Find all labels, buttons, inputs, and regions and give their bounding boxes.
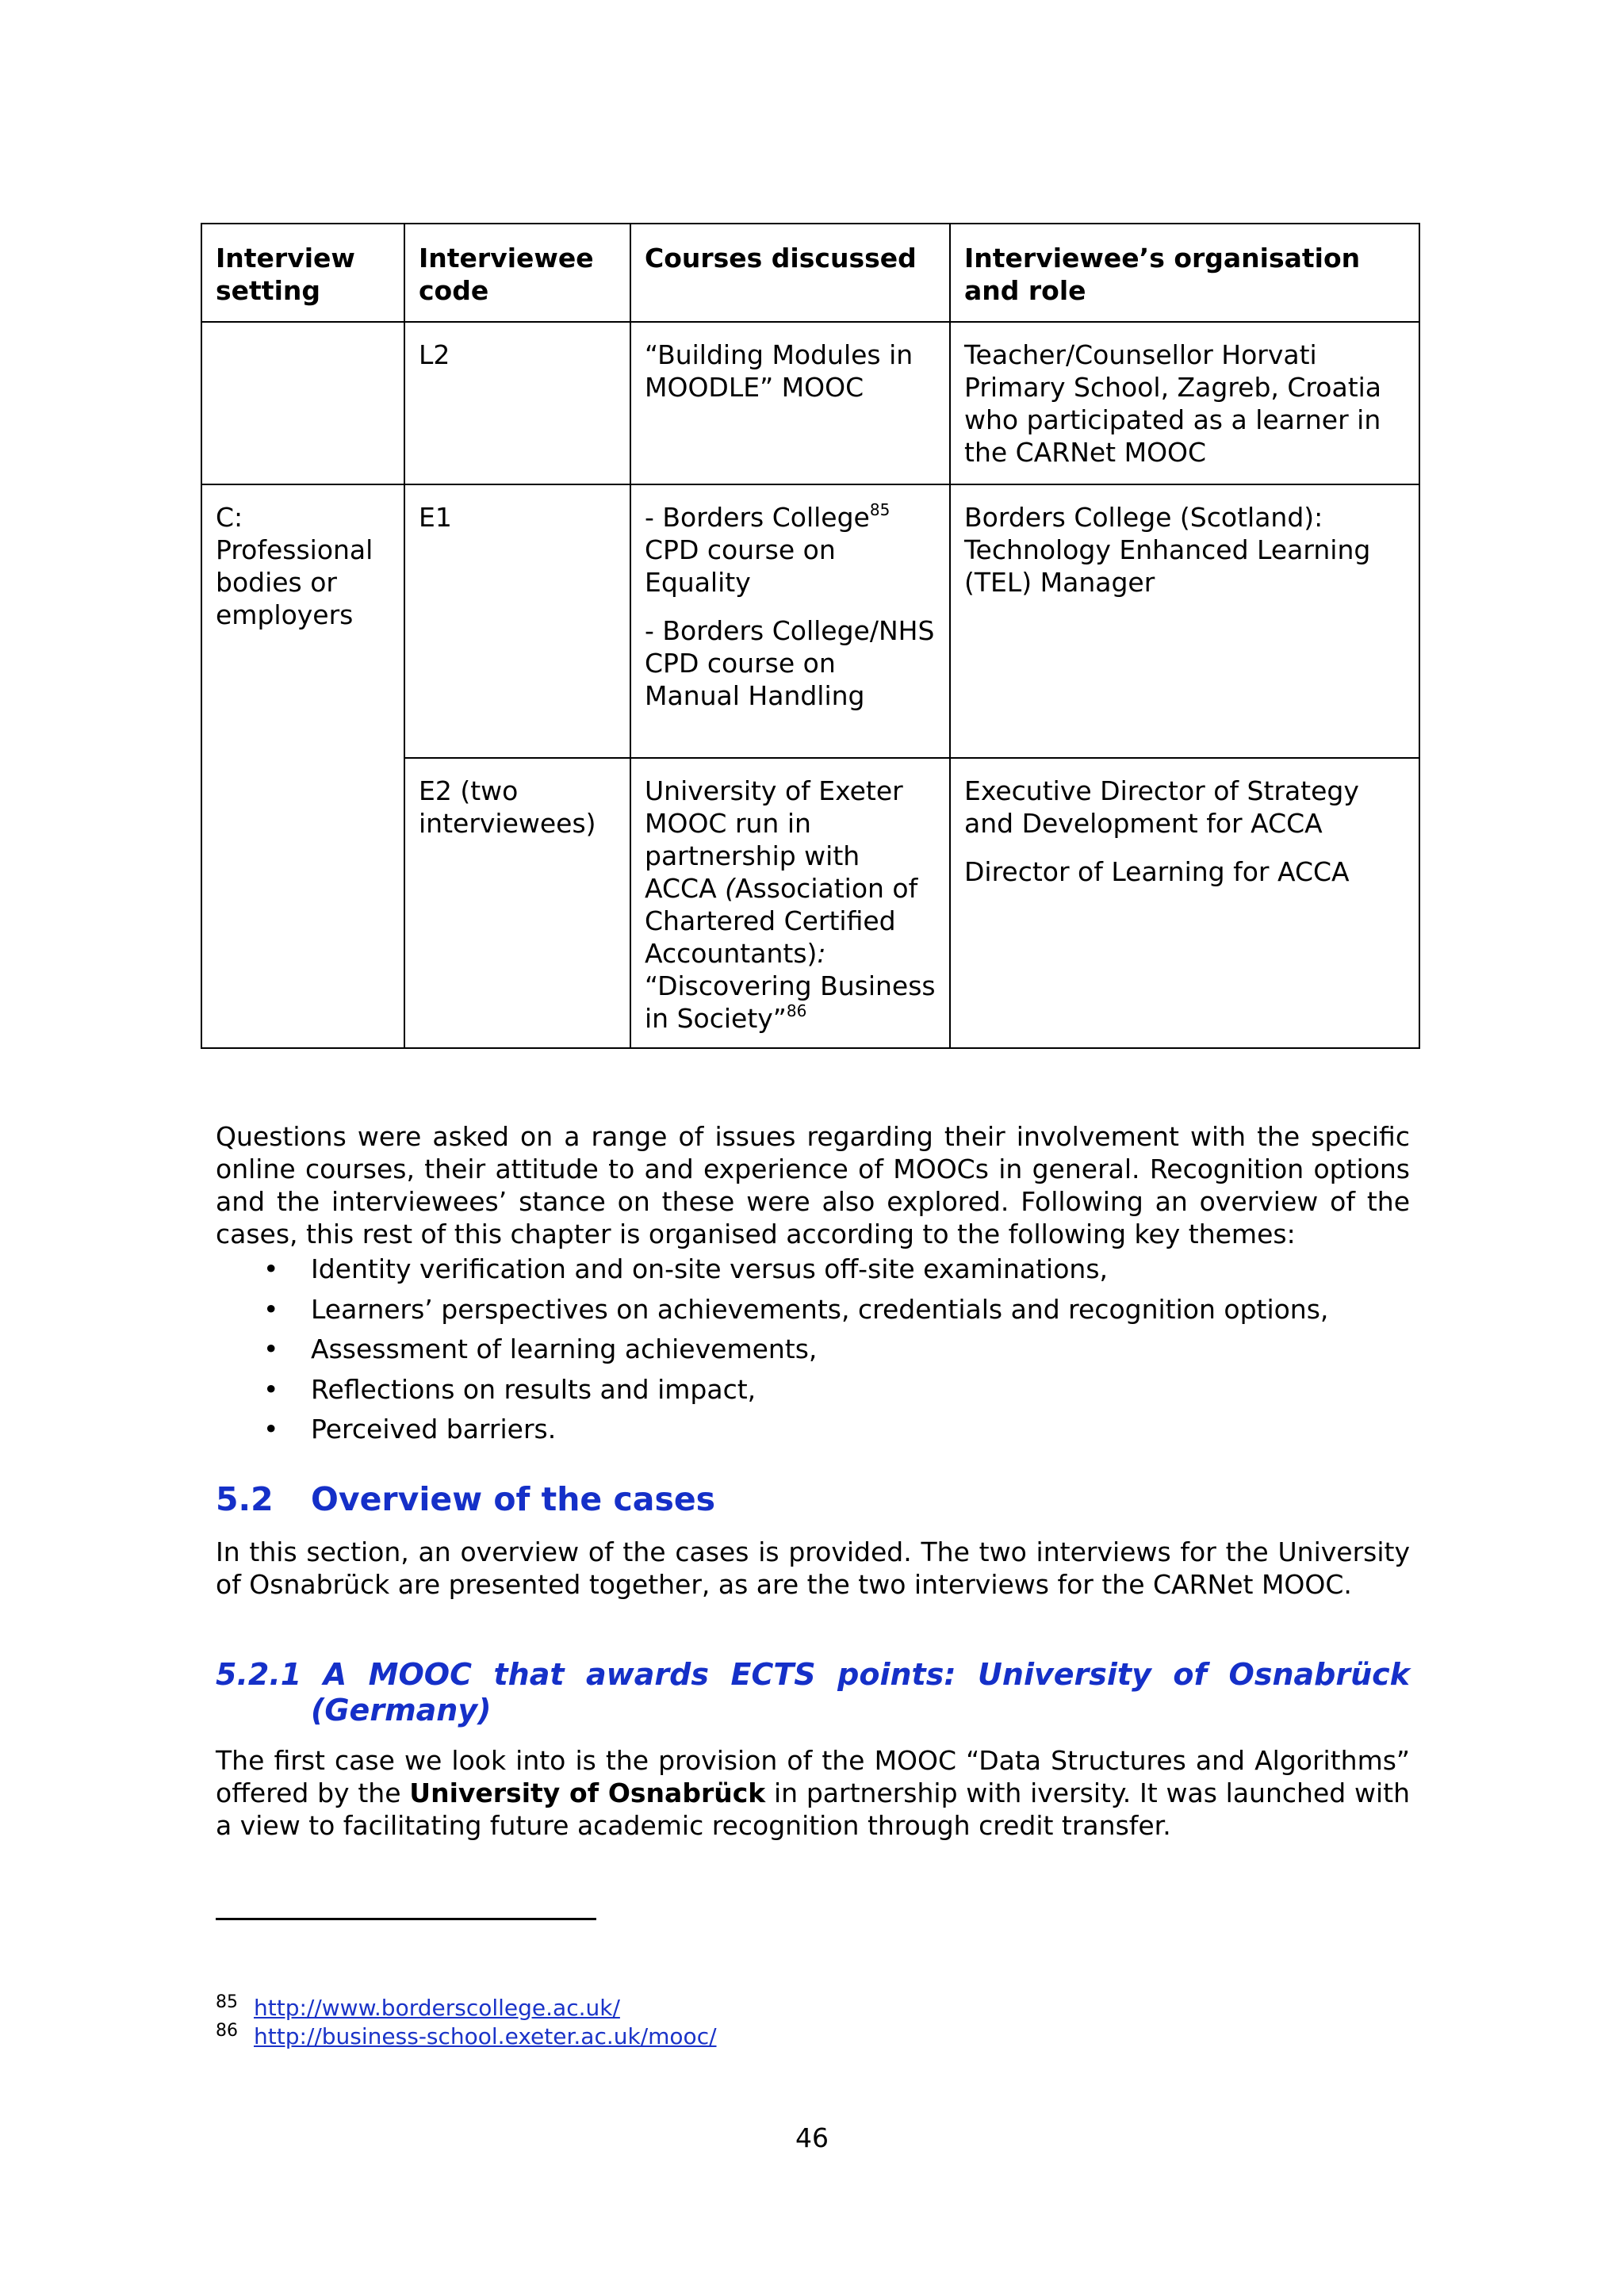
footnote: 86 http://business-school.exeter.ac.uk/mooc/: [216, 2021, 717, 2049]
list-item: [216, 1373, 1410, 1414]
list-item-text: Assessment of learning achievements,: [311, 1334, 818, 1364]
interviewee-code-cell: E1: [404, 484, 630, 758]
themes-list: [216, 1253, 1410, 1453]
table-row: [201, 484, 1419, 758]
paragraph-text: in partnership with iversity. It was launched with a view to facilitating future academic recognition through credit transfer.: [216, 1777, 1410, 1841]
header-interview-setting: Interview setting: [201, 224, 404, 322]
university-name: University of Osnabrück: [409, 1777, 766, 1808]
subsection-word: University: [978, 1657, 1151, 1692]
course-text: (: [725, 873, 736, 904]
bullet-icon: •: [263, 1253, 279, 1284]
footnote-separator: [216, 1918, 596, 1920]
footnote-link[interactable]: http://business-school.exeter.ac.uk/mooc/: [254, 2023, 717, 2049]
subsection-paragraph: [216, 1744, 1410, 1842]
course-text: :: [817, 938, 826, 969]
subsection-title-line2: (Germany): [311, 1693, 492, 1728]
subsection-word: A: [323, 1657, 347, 1692]
interviewee-code-cell: E2 (two interviewees): [404, 758, 630, 1048]
section-paragraph: In this section, an overview of the cases is provided. The two interviews for the University of Osnabrück are presented together, as are the two interviews for the CARNet MOOC.: [216, 1536, 1410, 1600]
role-item: Executive Director of Strategy and Development for ACCA: [964, 775, 1359, 839]
list-item-text: Learners’ perspectives on achievements, credentials and recognition options,: [311, 1293, 1329, 1325]
list-item-text: Identity verification and on-site versus off-site examinations,: [311, 1253, 1109, 1284]
courses-cell: [630, 758, 950, 1048]
header-interviewee-code: Interviewee code: [404, 224, 630, 322]
course-text: “Discovering Business in Society”: [645, 970, 936, 1034]
subsection-word: MOOC: [368, 1657, 472, 1692]
subsection-heading: [216, 1657, 1410, 1728]
paragraph-text: The first case we look into is the provision of the MOOC “Data Structures and Algorithms” offered by the: [216, 1745, 1410, 1808]
footnote-ref: 85: [869, 500, 891, 519]
course-text: CPD course on Equality: [645, 534, 836, 598]
role-cell: [950, 758, 1419, 1048]
courses-cell: “Building Modules in MOODLE” MOOC: [630, 322, 950, 484]
footnote: 85 http://www.borderscollege.ac.uk/: [216, 1992, 620, 2021]
table-row: [201, 322, 1419, 484]
list-item: [216, 1333, 1410, 1373]
course-item: [645, 501, 936, 599]
subsection-word: points:: [837, 1657, 956, 1692]
role-cell: Borders College (Scotland): Technology Enhanced Learning (TEL) Manager: [950, 484, 1419, 758]
table-header-row: [201, 224, 1419, 322]
intro-paragraph: Questions were asked on a range of issues regarding their involvement with the specific online courses, their attitude to and experience of MOOCs in general. Recognition options and the interviewees’ stance on these were also explored. Following an overview of the cases, this rest of this chapter is organised according to the following key themes:: [216, 1121, 1410, 1249]
footnote-ref: 86: [786, 1001, 807, 1020]
course-item: - Borders College/NHS CPD course on Manual Handling: [645, 615, 935, 711]
bullet-icon: •: [263, 1414, 279, 1445]
header-courses-discussed: Courses discussed: [630, 224, 950, 322]
subsection-word: of: [1173, 1657, 1207, 1692]
interviewee-code-cell: L2: [404, 322, 630, 484]
list-item-text: Perceived barriers.: [311, 1414, 557, 1445]
subsection-word: Osnabrück: [1228, 1657, 1410, 1692]
section-title: Overview of the cases: [311, 1480, 716, 1518]
setting-cell-empty: [201, 322, 404, 484]
bullet-icon: •: [263, 1334, 279, 1364]
list-item: [216, 1293, 1410, 1334]
course-text: University of Exeter MOOC run in partnership with ACCA: [645, 775, 903, 904]
subsection-word: ECTS: [730, 1657, 816, 1692]
bullet-icon: •: [263, 1293, 279, 1325]
subsection-heading-line: [216, 1657, 1410, 1693]
subsection-word: awards: [586, 1657, 709, 1692]
subsection-number: 5.2.1: [216, 1657, 302, 1692]
course-text: - Borders College: [645, 502, 870, 533]
section-heading: [216, 1479, 715, 1519]
list-item: [216, 1413, 1410, 1453]
setting-cell: C: Professional bodies or employers: [201, 484, 404, 1048]
footnote-link[interactable]: http://www.borderscollege.ac.uk/: [254, 1995, 620, 2021]
list-item-text: Reflections on results and impact,: [311, 1373, 756, 1405]
header-organisation-role: Interviewee’s organisation and role: [950, 224, 1419, 322]
role-item: Director of Learning for ACCA: [964, 856, 1350, 887]
bullet-icon: •: [263, 1373, 279, 1405]
section-number: 5.2: [216, 1480, 274, 1518]
page-number: 46: [795, 2122, 829, 2153]
list-item: [216, 1253, 1410, 1293]
role-cell: Teacher/Counsellor Horvati Primary School, Zagreb, Croatia who participated as a learner in the CARNet MOOC: [950, 322, 1419, 484]
subsection-word: that: [493, 1657, 565, 1692]
course-text: Association of Chartered Certified Accountants): [645, 873, 918, 969]
courses-cell: [630, 484, 950, 758]
interviews-table: [201, 223, 1420, 1049]
